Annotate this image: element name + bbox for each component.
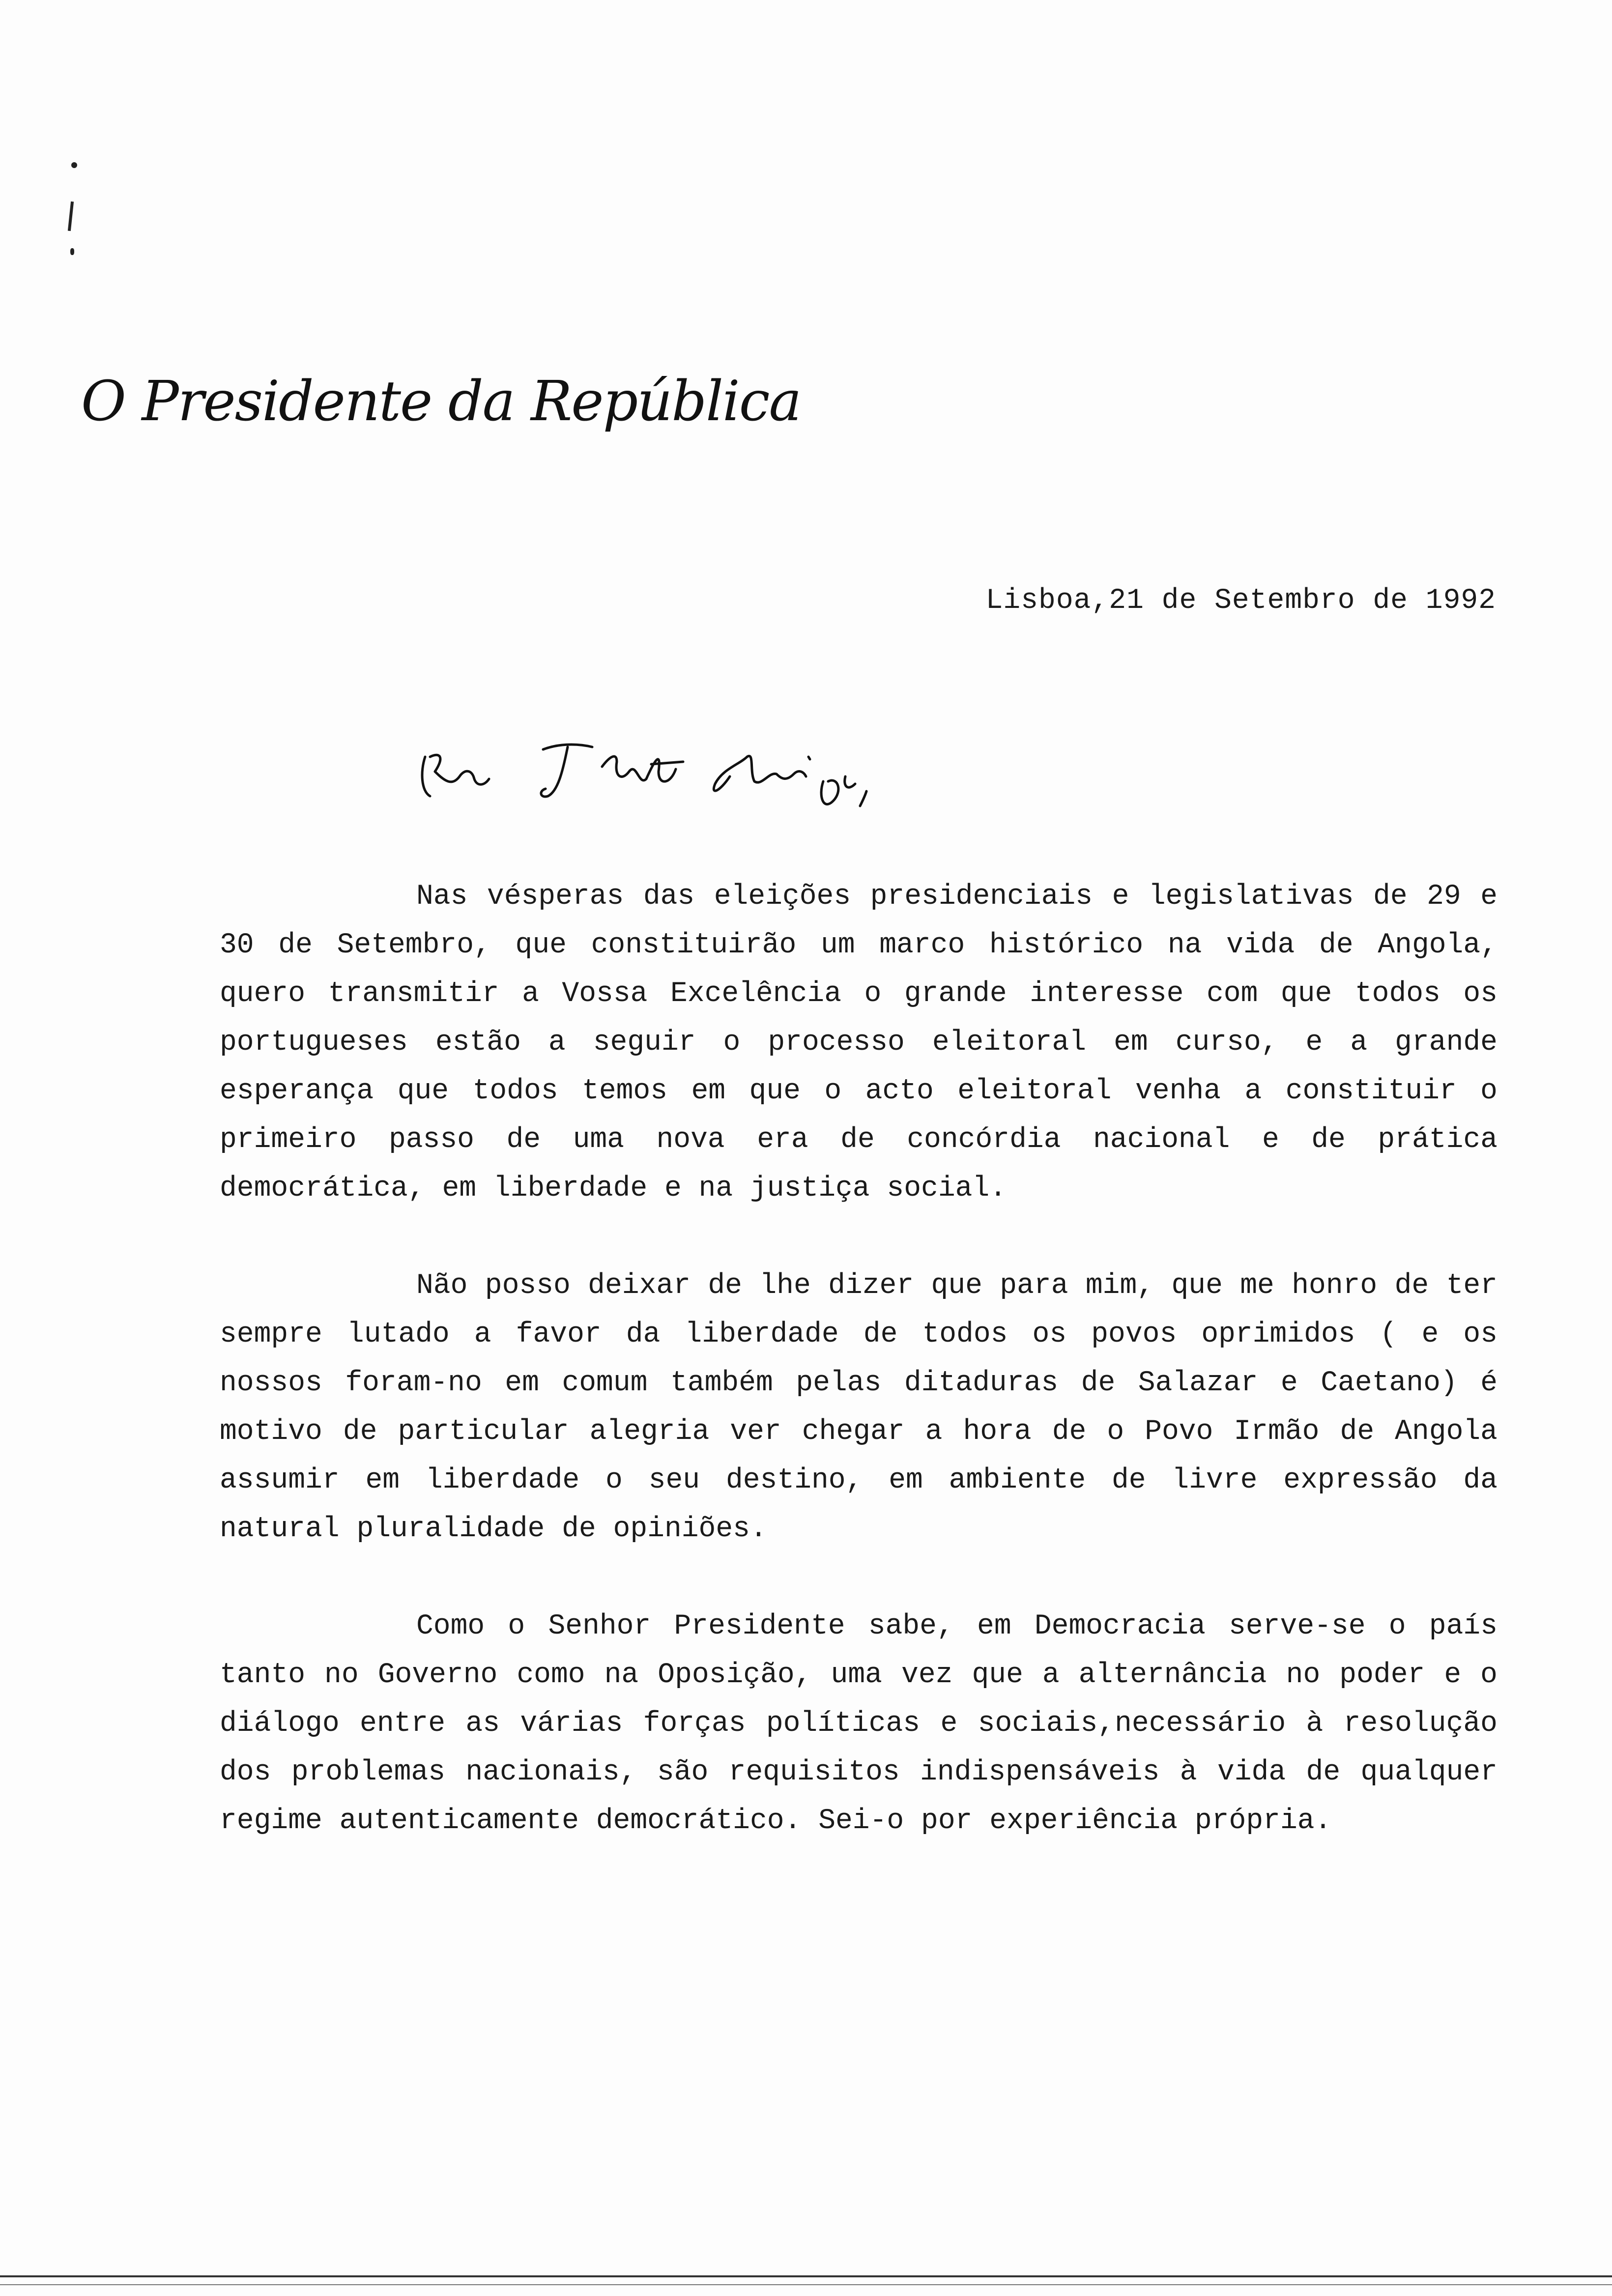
paragraph-2: Não posso deixar de lhe dizer que para mim, que me honro de ter sempre lutado a favor da liberdade de todos os povos oprimidos ( e os nossos foram-no em comum também pelas ditaduras de Salazar e Caetano) é motivo de particular alegria ver chegar a hora de o Povo Irmão de Angola assumir em liberdade o seu destino, em ambiente de livre expressão da natural pluralidade de opiniões. [220, 1270, 1497, 1545]
bottom-rule [0, 2275, 1612, 2277]
bottom-rule-thin [0, 2284, 1612, 2285]
handwritten-salutation [415, 722, 887, 826]
paragraph-3: Como o Senhor Presidente sabe, em Democracia serve-se o país tanto no Governo como na Oposição, uma vez que a alternância no poder e o diálogo entre as várias forças políticas e sociais,necessário à resolução dos problemas nacionais, são requisitos indispensáveis à vida de qualquer regime autenticamente democrático. Sei-o por experiência própria. [220, 1610, 1497, 1837]
letterhead-text: O Presidente da República [81, 370, 801, 433]
scan-artifact-dot [70, 248, 74, 255]
letter-date: Lisboa,21 de Setembro de 1992 [985, 585, 1496, 617]
salutation-handwriting [415, 722, 887, 826]
scan-artifact-mark [68, 201, 74, 231]
letter-body [220, 872, 1497, 1845]
scan-artifact-dot [71, 162, 77, 168]
paragraph-1: Nas vésperas das eleições presidenciais e legislativas de 29 e 30 de Setembro, que constituirão um marco histórico na vida de Angola, quero transmitir a Vossa Excelência o grande interesse com que todos os portugueses estão a seguir o processo eleitoral em curso, e a grande esperança que todos temos em que o acto eleitoral venha a constituir o primeiro passo de uma nova era de concórdia nacional e de prática democrática, em liberdade e na justiça social. [220, 881, 1497, 1205]
letterhead-script [81, 366, 801, 445]
letterhead [81, 366, 801, 445]
